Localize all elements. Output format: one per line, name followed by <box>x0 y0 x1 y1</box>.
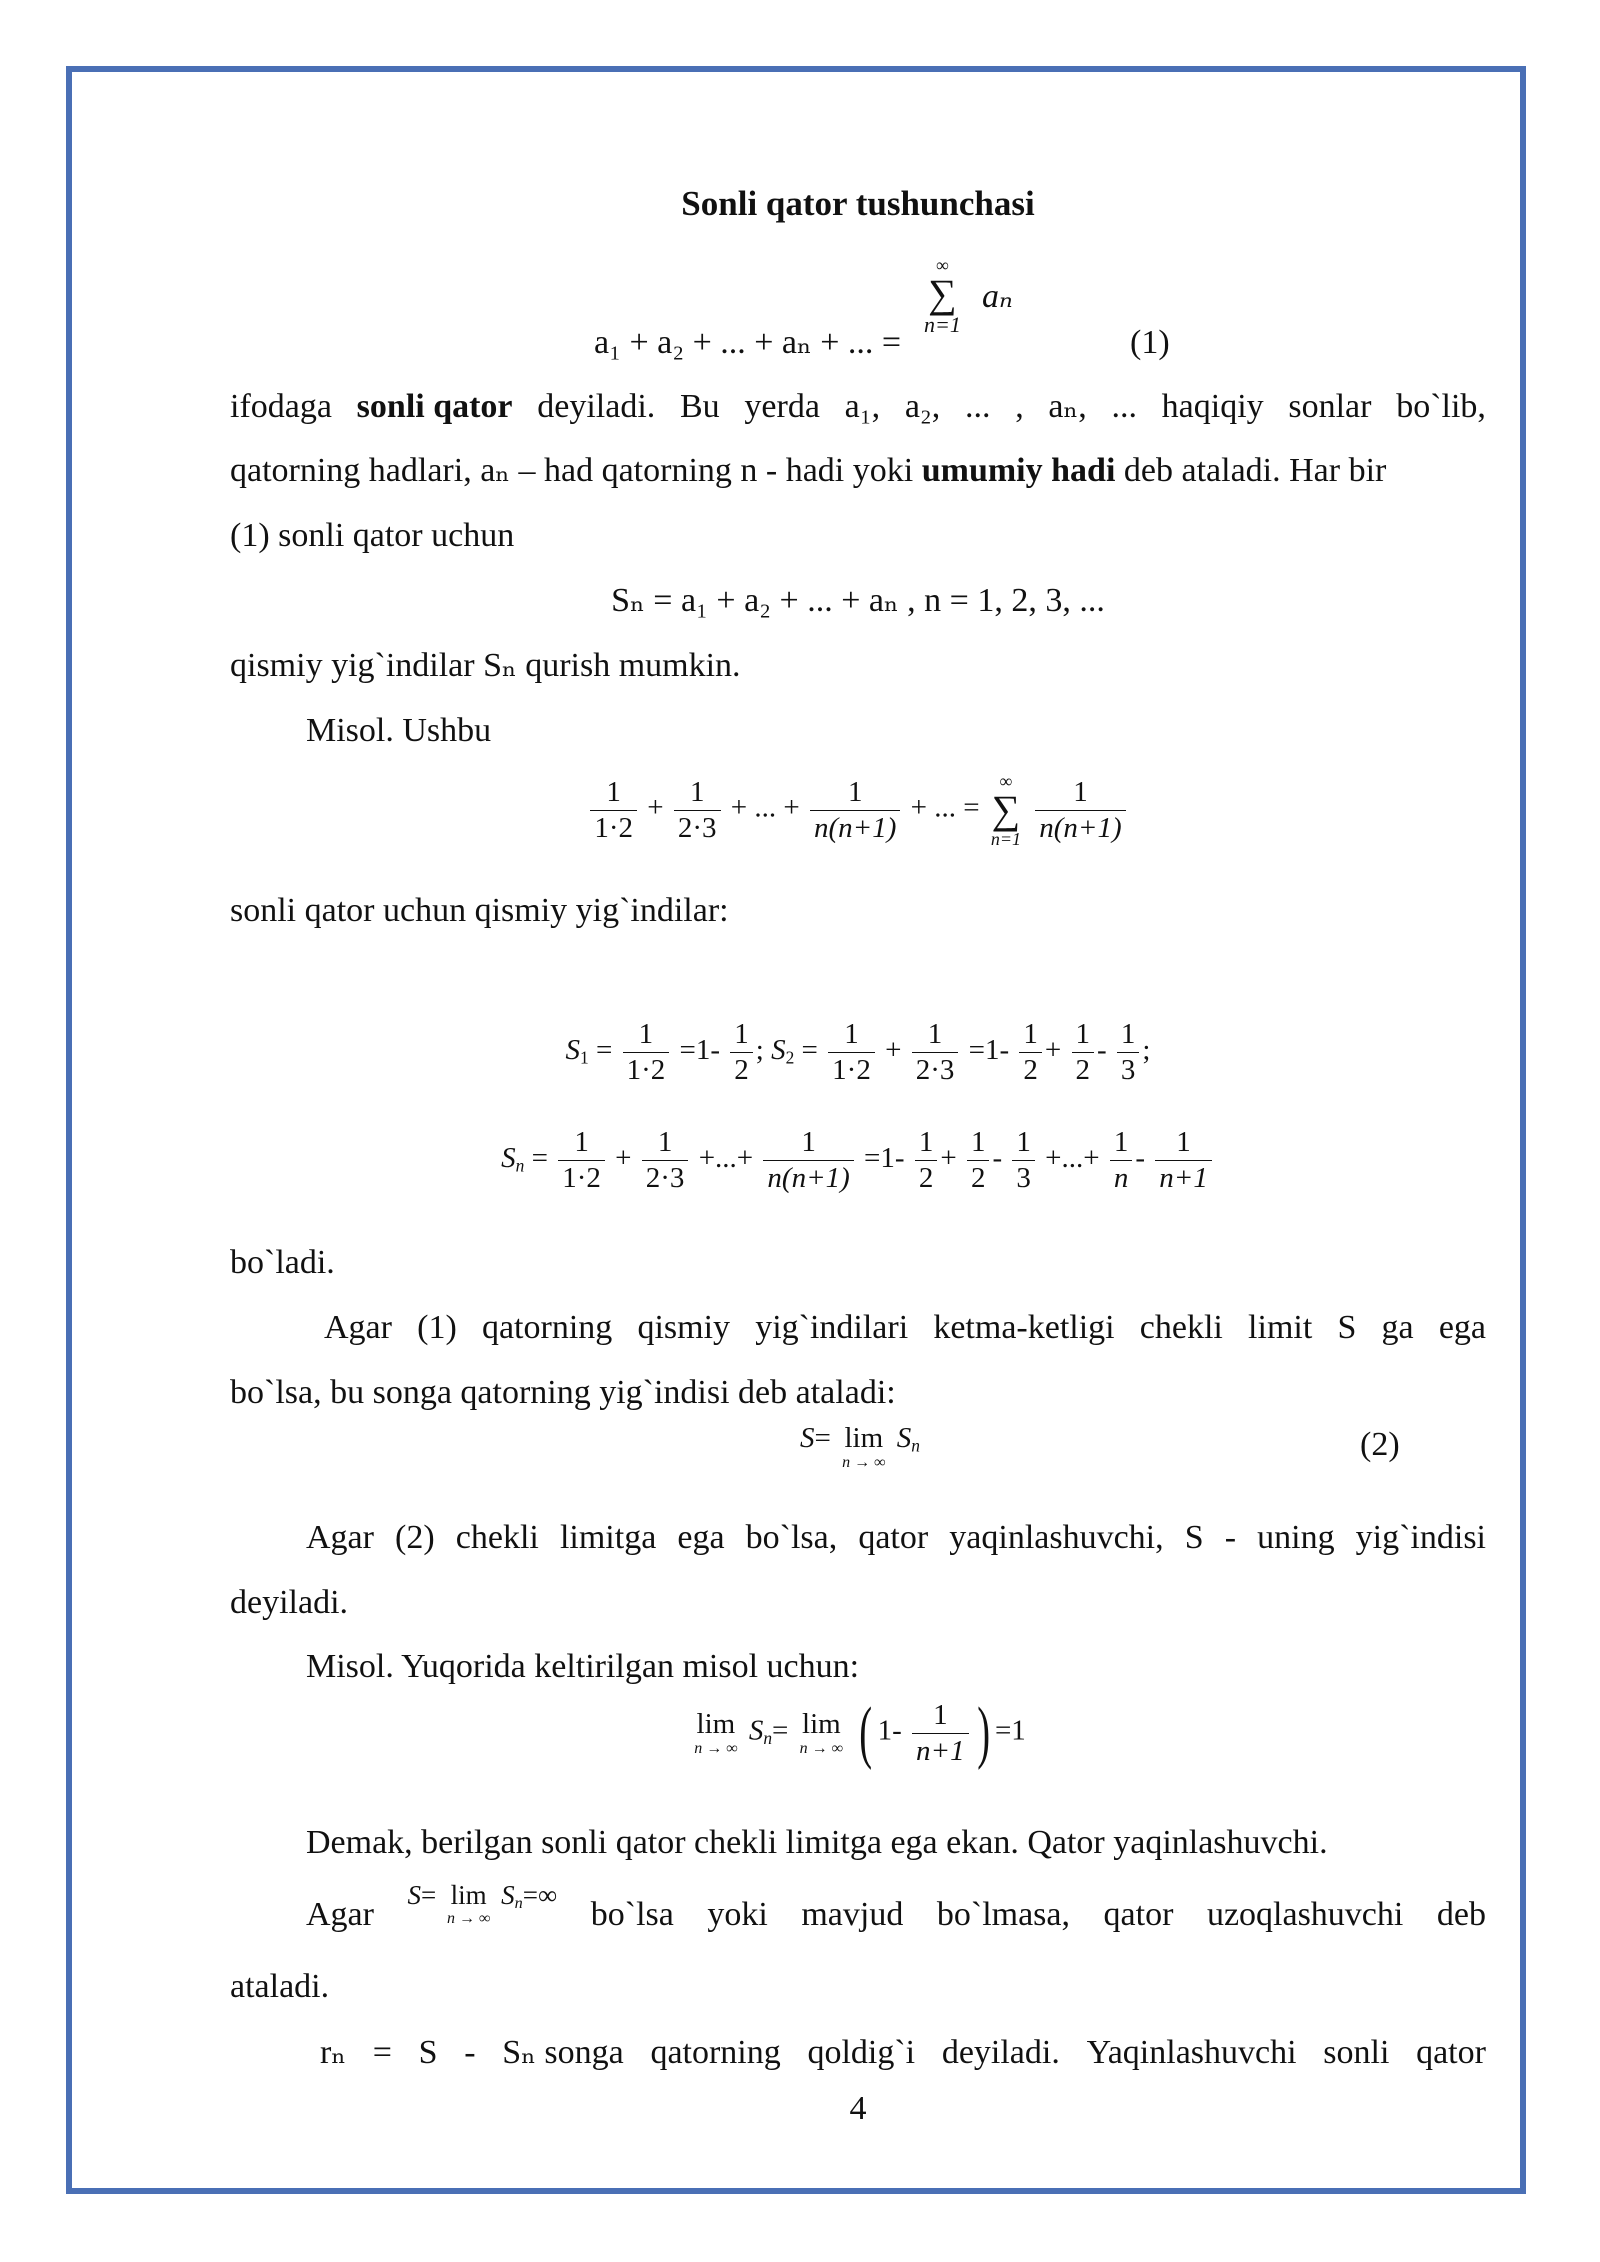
fraction: $\frac{1}{n(n+1)}$ <box>1035 778 1125 843</box>
paragraph-15: ataladi. <box>230 1968 330 2005</box>
paragraph-2: qatorning hadlari, aₙ – had qatorning n - hadi yoki umumiy hadi deb ataladi. Har bir <box>230 452 1387 489</box>
partial-sum-definition: Sₙ = a₁ + a₂ + ... + aₙ , n = 1, 2, 3, ... <box>611 582 1105 619</box>
fraction: $\frac{1}{n(n+1)}$ <box>810 778 900 843</box>
fraction: $\frac{1}{2\cdot 3}$ <box>642 1128 689 1193</box>
fraction: $\frac{1}{2\cdot 3}$ <box>674 778 721 843</box>
partial-sum-sn: $S_n$ = $\frac{1}{1\cdot 2}$ + $\frac{1}{2\cdot 3}$ +...+ $\frac{1}{n(n+1)}$ =1- $\frac{1}{2}$ + $\frac{1}{2}$ - $\frac{1}{3}$ +...+ $\frac{1}{n}$ - $\frac{1}{n+1}$ <box>230 1128 1486 1193</box>
fraction: $\frac{1}{1\cdot 2}$ <box>590 778 637 843</box>
paragraph-4: qismiy yig`indilar Sₙ qurish mumkin. <box>230 647 741 684</box>
fraction: $\frac{1}{n+1}$ <box>912 1701 969 1766</box>
equation-2: S= lim n → ∞ $S_n$ (2) <box>800 1422 1400 1471</box>
eq1-label: (1) <box>1130 324 1170 361</box>
fraction: $\frac{1}{n(n+1)}$ <box>763 1128 853 1193</box>
fraction: $\frac{1}{3}$ <box>1117 1020 1140 1085</box>
eq1-term: aₙ <box>982 278 1013 315</box>
paragraph-13: Demak, berilgan sonli qator chekli limitga ega ekan. Qator yaqinlashuvchi. <box>306 1824 1328 1861</box>
paragraph-12: Misol. Yuqorida keltirilgan misol uchun: <box>306 1648 860 1685</box>
fraction: $\frac{1}{3}$ <box>1012 1128 1035 1193</box>
fraction: $\frac{1}{2}$ <box>1019 1020 1042 1085</box>
paragraph-7: bo`ladi. <box>230 1244 335 1281</box>
fraction: $\frac{1}{2}$ <box>967 1128 990 1193</box>
fraction: $\frac{1}{2}$ <box>1072 1020 1095 1085</box>
sum-operator: ∞ ∑ n=1 <box>990 771 1022 849</box>
fraction: $\frac{1}{n+1}$ <box>1155 1128 1212 1193</box>
fraction: $\frac{1}{2}$ <box>915 1128 938 1193</box>
fraction: $\frac{1}{2}$ <box>730 1020 753 1085</box>
paragraph-10: Agar (2) chekli limitga ega bo`lsa, qator yaqinlashuvchi, S - uning yig`indisi <box>306 1519 1486 1556</box>
limit-example: lim n → ∞ $S_n=$ lim n → ∞ ( 1- $\frac{1}{n+1}$ ) =1 <box>694 1694 1026 1771</box>
fraction: $\frac{1}{2\cdot 3}$ <box>912 1020 959 1085</box>
paragraph-1: ifodaga sonli qator deyiladi. Bu yerda a₁, a₂, ... , aₙ, ... haqiqiy sonlar bo`lib, <box>230 388 1486 425</box>
eq1-left: a₁ + a₂ + ... + aₙ + ... = <box>594 324 902 361</box>
paragraph-6: sonli qator uchun qismiy yig`indilar: <box>230 892 729 929</box>
eq2-label: (2) <box>1360 1426 1400 1463</box>
paragraph-5: Misol. Ushbu <box>306 712 492 749</box>
series-example: $\frac{1}{1\cdot 2}$ + $\frac{1}{2\cdot 3}$ + ... + $\frac{1}{n(n+1)}$ + ... = ∞ ∑ n=1 $\frac{1}{n(n+1)}$ <box>230 772 1486 848</box>
paragraph-16: rₙ = S - Sₙ songa qatorning qoldig`i deyiladi. Yaqinlashuvchi sonli qator <box>320 2034 1486 2071</box>
paragraph-14: Agar S= lim n → ∞ $S_n=\infty$ bo`lsa yoki mavjud bo`lmasa, qator uzoqlashuvchi deb <box>306 1880 1486 1933</box>
partial-sums-s1-s2: $S_1$ = $\frac{1}{1\cdot 2}$ =1- $\frac{1}{2}$ ; $S_2$ = $\frac{1}{1\cdot 2}$ + $\frac{1}{2\cdot 3}$ =1- $\frac{1}{2}$ + $\frac{1}{2}$ - $\frac{1}{3}$ ; <box>565 1018 1151 1086</box>
page-title: Sonli qator tushunchasi <box>681 184 1035 223</box>
paragraph-11: deyiladi. <box>230 1584 349 1621</box>
page-number: 4 <box>849 2090 867 2127</box>
fraction: $\frac{1}{1\cdot 2}$ <box>558 1128 605 1193</box>
equation-1 <box>230 248 1486 361</box>
fraction: $\frac{1}{n}$ <box>1110 1128 1133 1193</box>
paragraph-3: (1) sonli qator uchun <box>230 517 515 554</box>
eq1-sum-operator: ∞ ∑ n=1 <box>924 255 961 337</box>
limit-infinity-formula: S= lim n → ∞ $S_n=\infty$ <box>407 1880 558 1927</box>
fraction: $\frac{1}{1\cdot 2}$ <box>828 1020 875 1085</box>
fraction: $\frac{1}{1\cdot 2}$ <box>623 1020 670 1085</box>
paragraph-8: Agar (1) qatorning qismiy yig`indilari ketma-ketligi chekli limit S ga ega <box>324 1309 1486 1346</box>
paragraph-9: bo`lsa, bu songa qatorning yig`indisi deb ataladi: <box>230 1374 896 1411</box>
